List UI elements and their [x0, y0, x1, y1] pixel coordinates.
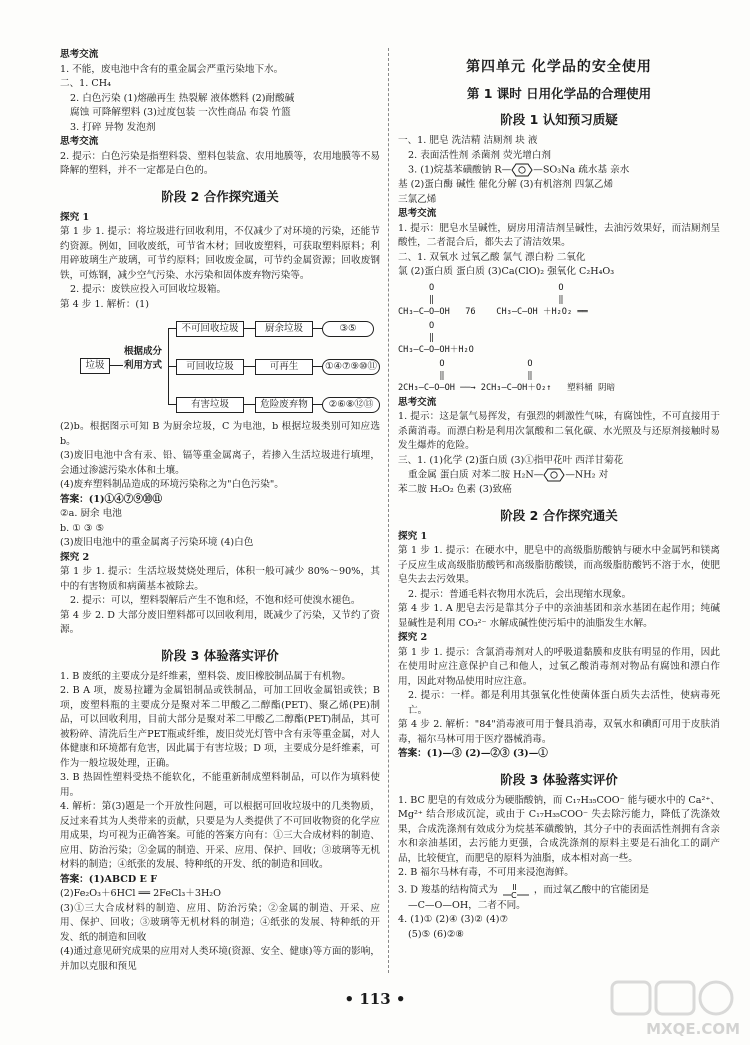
connector: [109, 365, 123, 366]
answer-box: ①④⑦⑨⑩⑪: [322, 359, 380, 375]
right-column: [398, 48, 720, 942]
text-line: ②a. 厨余 电池: [60, 508, 122, 519]
text-fragment: —NH₂ 对: [565, 469, 609, 481]
text-fragment: ，而过氧乙酸中的官能团是: [533, 884, 649, 895]
category-box: 有害垃圾: [176, 397, 244, 413]
page-number: • 113 •: [344, 990, 406, 1008]
text-line: 三氯乙烯: [398, 193, 437, 205]
structural-formula: O O ‖ ‖ 2CH₃—C—O—OH ──→ 2CH₃—C—OH＋O₂↑ 塑料桶 阴暗: [398, 358, 616, 393]
carboxyl-structure-icon: [501, 881, 531, 899]
connector: [312, 404, 322, 405]
connector: [168, 366, 176, 367]
section-title: 阶段 1 认知预习质疑: [500, 112, 618, 127]
text-line: b. ① ③ ⑤: [60, 522, 105, 534]
text-line: (3)废旧电池中含有汞、铅、镉等重金属离子，若掺入生活垃圾进行填埋，会通过渗滤污染水体和土壤。: [60, 450, 380, 476]
text-line: 4. (1)① (2)④ (3)② (4)⑦: [398, 914, 509, 925]
category-box: 不可回收垃圾: [176, 321, 244, 337]
text-fragment: R—: [494, 164, 512, 176]
benzene-ring-icon: [543, 468, 565, 482]
answer-box: ②⑥⑧⑫⑬: [322, 397, 380, 413]
text-line: 2. 提示：白色污染是指塑料袋、塑料包装盒、农用地膜等，农用地膜等不易降解的塑料，并不一定都是白色的。: [60, 150, 380, 176]
text-line: 氯 (2)蛋白质 蛋白质 (3)Ca(ClO)₂ 强氧化 C₂H₄O₃: [398, 266, 615, 277]
text-line: 3. B 热固性塑料受热不能软化，不能重新制成塑料制品，可以作为填料使用。: [60, 772, 380, 798]
text-line: (2)Fe₂O₃＋6HCl ══ 2FeCl₃＋3H₂O: [60, 888, 222, 899]
text-line: 1. 提示：肥皂水呈碱性，厨房用清洁剂呈碱性，去油污效果好，而洁厕剂呈酸性，二者混合后，都失去了清洁效果。: [398, 222, 720, 248]
watermark-text: MXQE.COM: [646, 1020, 740, 1038]
benzene-ring-icon: [511, 163, 533, 177]
text-line: 基 (2)蛋白酶 碱性 催化分解 (3)有机溶剂 四氯乙烯: [398, 179, 614, 190]
text-line: 1. 提示：这是氯气易挥发，有强烈的刺激性气味，有腐蚀性，不可直接用于杀菌消毒。而漂白粉是利用次氯酸和二氧化碳、水光照及与还原剂接触时易发生爆炸的危险。: [398, 411, 720, 451]
diagram-label: 利用方式: [124, 360, 163, 371]
lesson-title: 第 1 课时 日用化学品的合理使用: [466, 86, 652, 101]
text-line: 一、1. 肥皂 洗洁精 洁厕剂 块 液: [398, 135, 538, 146]
category-box: 可回收垃圾: [176, 359, 244, 375]
connector: [243, 366, 255, 367]
text-line: 二、1. CH₄: [60, 78, 111, 89]
answer-line: 答案：(1)ABCD E F: [60, 873, 158, 885]
text-line: 第 4 步 2. D 大部分废旧塑料都可以回收利用，既减少了污染，又节约了资源。: [60, 609, 380, 635]
text-line: (5)⑤ (6)②⑧: [408, 928, 465, 940]
text-line: 3. 打碎 异物 发泡剂: [70, 121, 156, 133]
text-line: 二、1. 双氧水 过氧乙酸 氯气 漂白粉 二氧化: [398, 251, 586, 263]
heading-explore: 探究 2: [60, 551, 90, 563]
watermark-icon: [610, 978, 740, 1018]
heading-think: 思考交流: [60, 136, 99, 147]
connector: [312, 366, 322, 367]
text-line: 腐蚀 可降解塑料 (3)过度包装 一次性商品 布袋 竹篮: [70, 107, 291, 118]
text-line: 2. B 福尔马林有毒，不可用来浸泡海鲜。: [398, 867, 574, 878]
unit-title: 第四单元 化学品的安全使用: [466, 59, 652, 75]
text-line: 1. B 废纸的主要成分是纤维素，塑料袋、废旧橡胶制品属于有机物。: [60, 670, 351, 682]
text-line: 2. 提示：普通毛料衣物用水洗后，会出现缩水现象。: [408, 588, 632, 600]
text-line: 2. 提示：可以，塑料裂解后产生不饱和烃，不饱和烃可使溴水褪色。: [70, 595, 361, 606]
text-line: 第 4 步 1. A 肥皂去污是靠其分子中的亲油基团和亲水基团在起作用；纯碱显碱性是利用 CO₃²⁻ 水解成碱性使污垢中的油脂发生水解。: [398, 603, 720, 629]
structural-formula: O O ‖ ‖ CH₃—C—O—OH 76 CH₃—C—OH ＋H₂O₂ ══: [398, 282, 588, 317]
section-title: 阶段 2 合作探究通关: [500, 507, 618, 523]
text-line: [398, 881, 720, 899]
text-fragment: 3. (1)烷基苯磺酸钠: [408, 164, 492, 176]
structural-formula: O ‖ CH₃—C—O—OH＋H₂O: [398, 320, 474, 355]
text-line: (2)b。根据图示可知 B 为厨余垃圾，C 为电池，b 根据垃圾类别可知应选 b。: [60, 421, 380, 447]
text-line: (4)废弃塑料制品造成的环境污染称之为"白色污染"。: [60, 479, 284, 490]
text-line: 2. 提示：废铁应投入可回收垃圾箱。: [70, 284, 227, 295]
heading-explore: 探究 1: [398, 530, 428, 542]
text-line: 2. 提示：一样。都是利用其强氧化性使菌体蛋白质失去活性，使病毒死亡。: [408, 690, 720, 716]
column-divider: [388, 48, 389, 973]
section-title: 阶段 3 体验落实评价: [500, 771, 618, 787]
svg-text:C: C: [510, 890, 517, 899]
text-line: (3)废旧电池中的重金属离子污染环境 (4)白色: [60, 537, 254, 548]
category-box: 可再生: [255, 359, 313, 375]
text-line: 三、1. (1)化学 (2)蛋白质 (3)①指甲花叶 西洋甘菊花: [398, 454, 624, 466]
text-line: 2. B A 项，废易拉罐为金属铝制品或铁制品，可加工回收金属铝或铁；B 项，废塑料瓶的主要成分是聚对苯二甲酸乙二醇酯(PET)、聚乙烯(PE)制品，可以回收利用，目前大部分是聚对苯二甲酸乙二醇酯(PET)制品，其可被粉碎、清洗后生产PET瓶或纤维，废旧荧光灯管中含有汞等重金属，对人体健康和环境都有危害，因此属于有害垃圾；D 项，主要成分是纤维素，可作为一般垃圾处理，正确。: [60, 685, 380, 769]
answer-line: 答案：(1)—③ (2)—②③ (3)—①: [398, 748, 548, 759]
section-title: 阶段 2 合作探究通关: [161, 188, 279, 204]
left-column: [60, 48, 380, 974]
category-box: 危险废弃物: [255, 397, 313, 413]
heading-explore: 探究 1: [60, 211, 90, 223]
text-line: 第 4 步 2. 解析："84"消毒液可用于餐具消毒，双氧水和碘酊可用于皮肤消毒，福尔马林可用于医疗器械消毒。: [398, 719, 720, 745]
heading-think: 思考交流: [60, 49, 99, 60]
text-line: 1. 不能，废电池中含有的重金属会严重污染地下水。: [60, 63, 284, 75]
heading-think: 思考交流: [398, 396, 437, 408]
text-line: 2. 表面活性剂 杀菌剂 荧光增白剂: [408, 149, 552, 161]
connector: [312, 328, 322, 329]
heading-explore: 探究 2: [398, 632, 428, 643]
text-line: —C—O—OH，二者不同。: [408, 899, 526, 911]
category-box: 厨余垃圾: [255, 321, 313, 337]
text-fragment: 重金属 蛋白质 对苯二胺: [408, 469, 511, 481]
text-line: 1. BC 肥皂的有效成分为硬脂酸钠，而 C₁₇H₃₅COO⁻ 能与硬水中的 Ca²⁺、Mg²⁺ 结合形成沉淀，或由于 C₁₇H₃₅COO⁻ 失去除污能力，降低了洗涤效果，合成洗涤剂有效成分为烷基苯磺酸钠，其分子中的表面活性剂拥有含亲水和亲油基团，去污能力更强，合成洗涤剂的原料主要是石油化工的副产品，比较便宜，而肥皂的原料为油脂，成本相对高一些。: [398, 794, 720, 864]
diagram-label: 根据成分: [124, 346, 163, 357]
connector: [243, 328, 255, 329]
classification-diagram: [60, 316, 380, 416]
text-line: 苯二胺 H₂O₂ 色素 (3)致癌: [398, 484, 512, 495]
watermark-logo: [610, 978, 740, 1038]
text-line: 第 1 步 1. 提示：在硬水中，肥皂中的高级脂肪酸钠与硬水中金属钙和镁离子反应生成高级脂肪酸钙和高级脂肪酸镁，而高级脂肪酸钙不溶于水，使肥皂失去去污效果。: [398, 545, 720, 585]
heading-think: 思考交流: [398, 208, 437, 219]
text-fragment: —SO₃Na 疏水基 亲水: [533, 164, 630, 176]
text-line: 4. 解析：第(3)题是一个开放性问题，可以根据可回收垃圾中的几类物质，反过来看其为人类带来的贡献，只要是为人类提供了不可回收物资的化学应用成果，均可视为正确答案。可能的答案方向有：①三大合成材料的制造、应用、防治污染；②金属的制造、开采、应用、保护、回收；③玻璃等无机材料的制造；④纸张的发展、特种纸的开发、纸的制造和回收。: [60, 801, 380, 870]
text-line: 第 1 步 1. 提示：将垃圾进行回收利用，不仅减少了对环境的污染，还能节约资源。例如，回收废纸，可节省木材；回收废塑料，可获取塑料原料；利用碎玻璃生产玻璃，可节约原料；回收废金属，可节约金属资源；回收废钢铁，可炼钢，减少空气污染、水污染和固体废弃物污染等。: [60, 226, 380, 281]
text-line: 第 4 步 1. 解析：(1): [60, 298, 150, 310]
connector: [168, 328, 176, 329]
text-fragment: 3. D 羧基的结构简式为: [398, 884, 498, 895]
text-line: 2. 白色污染 (1)熔融再生 热裂解 液体燃料 (2)耐酸碱: [70, 92, 295, 104]
text-line: (4)通过意见研究成果的应用对人类环境(资源、安全、健康)等方面的影响，并加以克服和预见: [60, 946, 380, 972]
text-line: (3)①三大合成材料的制造、应用、防治污染；②金属的制造、开采、应用、保护、回收；③玻璃等无机材料的制造；④纸张的发展、特种纸的开发、纸的制造和回收: [60, 902, 380, 943]
text-line: [398, 163, 720, 178]
text-line: 第 1 步 1. 提示：含氯消毒剂对人的呼吸道黏膜和皮肤有明显的作用，因此在使用时应注意保护自己和他人，过氧乙酸消毒剂对物品有腐蚀和漂白作用，因此对物品使用时应注意。: [398, 646, 720, 687]
text-line: 第 1 步 1. 提示：生活垃圾焚烧处理后，体积一般可减少 80%～90%，其中的有害物质和病菌基本被除去。: [60, 566, 380, 592]
text-line: [398, 468, 720, 483]
answer-box: ③⑤: [322, 321, 374, 337]
connector: [243, 404, 255, 405]
section-title: 阶段 3 体验落实评价: [161, 647, 279, 663]
text-fragment: H₂N—: [513, 469, 544, 481]
answer-line: 答案：(1)①④⑦⑨⑩⑪: [60, 493, 163, 505]
connector: [168, 404, 176, 405]
diagram-root: 垃圾: [80, 358, 110, 374]
